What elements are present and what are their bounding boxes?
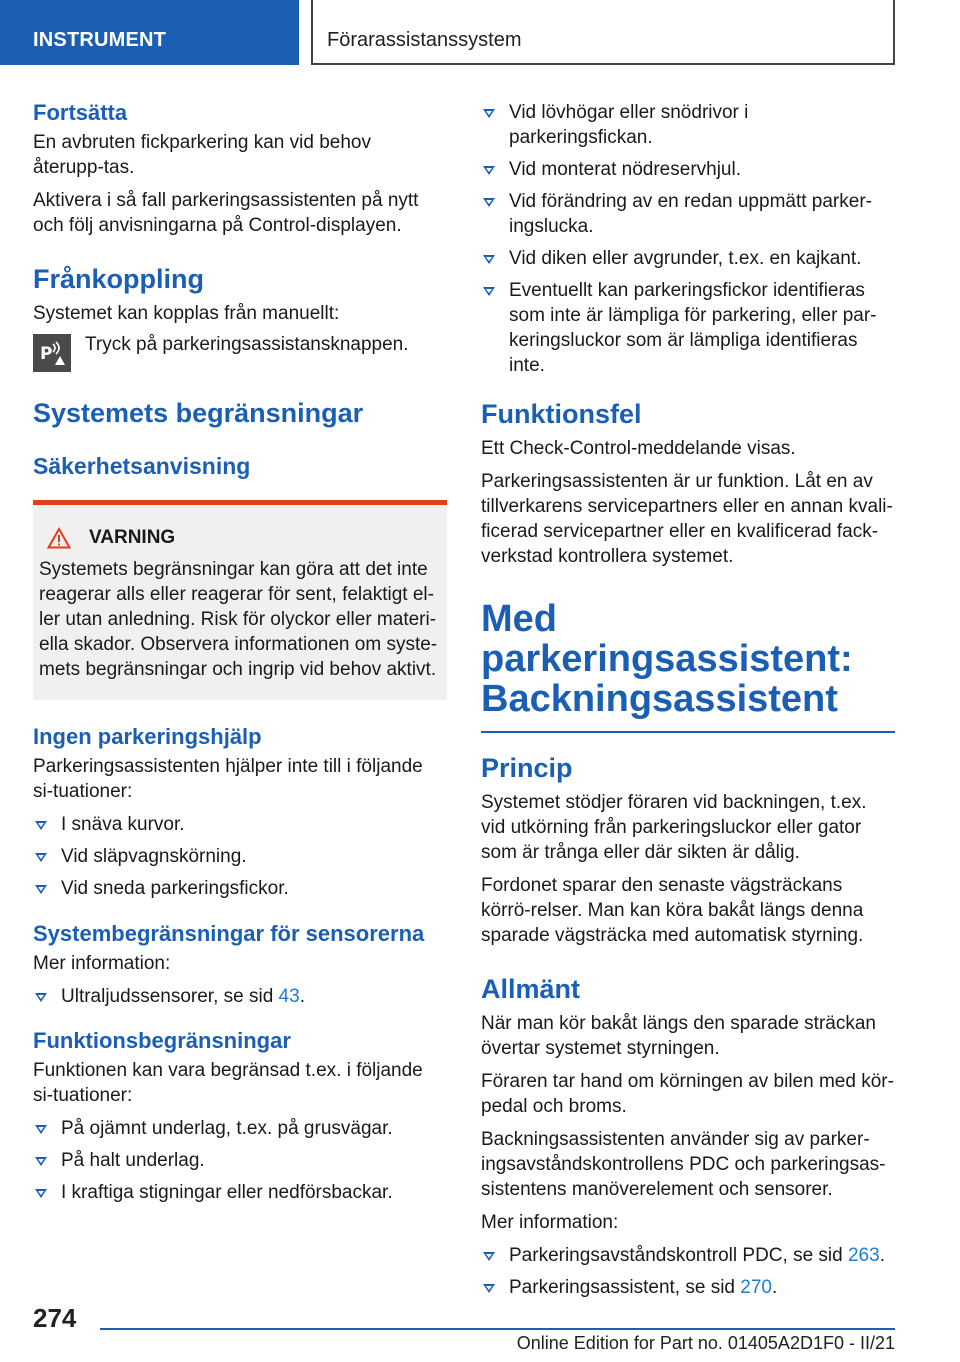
triangle-bullet-icon (35, 853, 47, 862)
allmant-paragraph-2: Föraren tar hand om körningen av bilen med kör-pedal och broms. (481, 1071, 894, 1117)
list-item: I kraftiga stigningar eller nedförsbackar. (33, 1180, 447, 1205)
princip-paragraph-2: Fordonet sparar den senaste vägsträckans körrö-relser. Man kan köra bakåt längs denna sparade vägsträcka med automatisk styrning. (481, 875, 864, 946)
triangle-bullet-icon (483, 198, 495, 207)
allmant-paragraph-4: Mer information: (481, 1212, 619, 1233)
page-link-263[interactable]: 263 (847, 1245, 880, 1266)
princip-heading: Princip (481, 753, 573, 783)
list-item: Vid monterat nödreservhjul. (481, 157, 895, 182)
warning-label: VARNING (89, 527, 176, 548)
list-item: Parkeringsavståndskontroll PDC, se sid 263. (481, 1243, 895, 1268)
ingen-list (33, 812, 447, 901)
funktion-paragraph: Funktionen kan vara begränsad t.ex. i följande si-tuationer: (33, 1060, 423, 1106)
warning-triangle-icon (47, 527, 71, 549)
list-item: I snäva kurvor. (33, 812, 447, 837)
list-item: Vid sneda parkeringsfickor. (33, 876, 447, 901)
triangle-bullet-icon (483, 1284, 495, 1293)
frankoppling-heading: Frånkoppling (33, 264, 204, 294)
warning-text: Systemets begränsningar kan göra att det inte reagerar alls eller reagerar för sent, felaktigt el-ler utan anledning. Risk för olyckor eller materi-ella skador. Observera informationen om syste-mets begränsningar och ingrip vid behov aktivt. (39, 559, 438, 680)
begransningar-heading: Systemets begränsningar (33, 398, 364, 428)
triangle-bullet-icon (35, 885, 47, 894)
triangle-bullet-icon (35, 1125, 47, 1134)
right-column (481, 100, 895, 1307)
parking-button-text: Tryck på parkeringsassistansknappen. (85, 334, 409, 355)
header-chapter (311, 0, 895, 65)
footer-rule (100, 1328, 895, 1330)
triangle-bullet-icon (483, 287, 495, 296)
warning-title (39, 527, 439, 549)
footer-edition: Online Edition for Part no. 01405A2D1F0 - II/21 (516, 1333, 895, 1353)
triangle-bullet-icon (483, 1252, 495, 1261)
triangle-bullet-icon (483, 166, 495, 175)
triangle-bullet-icon (483, 255, 495, 264)
fortsatta-paragraph-1: En avbruten fickparkering kan vid behov återupp-tas. (33, 132, 371, 178)
page-number: 274 (33, 1303, 77, 1333)
triangle-bullet-icon (35, 1157, 47, 1166)
allmant-paragraph-3: Backningsassistenten använder sig av parker-ingsavståndskontrollens PDC och parkeringsas-sistentens manöverelement och sensorer. (481, 1129, 886, 1200)
warning-box (33, 500, 447, 700)
main-heading-line-2: Backningsassistent (481, 678, 838, 720)
princip-paragraph-1: Systemet stödjer föraren vid backningen, t.ex. vid utkörning från parkeringsluckor eller gator som är trånga eller där sikten är dålig. (481, 792, 867, 863)
triangle-bullet-icon (35, 1189, 47, 1198)
list-item: Ultraljudssensorer, se sid 43. (33, 984, 447, 1009)
fortsatta-heading: Fortsätta (33, 100, 128, 125)
list-item: Vid förändring av en redan uppmätt parker-ingslucka. (481, 189, 895, 239)
limitations-list (481, 100, 895, 378)
funktion-heading: Funktionsbegränsningar (33, 1028, 291, 1053)
ingen-heading: Ingen parkeringshjälp (33, 724, 262, 749)
main-heading-line-1: Med parkeringsassistent: (481, 598, 853, 680)
parking-button-instruction (33, 334, 447, 372)
list-item: Vid diken eller avgrunder, t.ex. en kajkant. (481, 246, 895, 271)
triangle-bullet-icon (35, 821, 47, 830)
funktion-list (33, 1116, 447, 1205)
header-section-label: INSTRUMENT (33, 29, 167, 51)
header-chapter-label: Förarassistanssystem (327, 29, 522, 51)
svg-text:P: P (40, 344, 53, 364)
sensor-list (33, 984, 447, 1009)
triangle-bullet-icon (483, 109, 495, 118)
parking-assist-button-icon (33, 334, 71, 372)
list-item: På halt underlag. (33, 1148, 447, 1173)
page-link-43[interactable]: 43 (278, 986, 300, 1007)
fortsatta-paragraph-2: Aktivera i så fall parkeringsassistenten på nytt och följ anvisningarna på Control-displayen. (33, 190, 419, 236)
heading-rule (481, 731, 895, 733)
left-column (33, 100, 447, 1212)
funktionsfel-paragraph-1: Ett Check-Control-meddelande visas. (481, 438, 796, 459)
list-item: Parkeringsassistent, se sid 270. (481, 1275, 895, 1300)
allmant-heading: Allmänt (481, 974, 581, 1004)
funktionsfel-paragraph-2: Parkeringsassistenten är ur funktion. Låt en av tillverkarens servicepartners eller en annan kvali-ficerad servicepartner eller en kvalificerad fack-verkstad kontrollera systemet. (481, 471, 893, 567)
list-item: Eventuellt kan parkeringsfickor identifieras som inte är lämpliga för parkering, eller par-keringsluckor som är lämpliga identifieras inte. (481, 278, 895, 378)
sensor-heading: Systembegränsningar för sensorerna (33, 921, 425, 946)
triangle-bullet-icon (35, 993, 47, 1002)
ingen-paragraph: Parkeringsassistenten hjälper inte till i följande si-tuationer: (33, 756, 423, 802)
sakerhet-heading: Säkerhetsanvisning (33, 453, 251, 479)
funktionsfel-heading: Funktionsfel (481, 399, 642, 429)
list-item: På ojämnt underlag, t.ex. på grusvägar. (33, 1116, 447, 1141)
sensor-paragraph: Mer information: (33, 953, 171, 974)
page-link-270[interactable]: 270 (740, 1277, 772, 1298)
reference-list (481, 1243, 895, 1300)
frankoppling-paragraph: Systemet kan kopplas från manuellt: (33, 303, 340, 324)
list-item: Vid släpvagnskörning. (33, 844, 447, 869)
allmant-paragraph-1: När man kör bakåt längs den sparade sträckan övertar systemet styrningen. (481, 1013, 876, 1059)
header-section (0, 0, 299, 65)
list-item: Vid lövhögar eller snödrivor i parkeringsfickan. (481, 100, 895, 150)
